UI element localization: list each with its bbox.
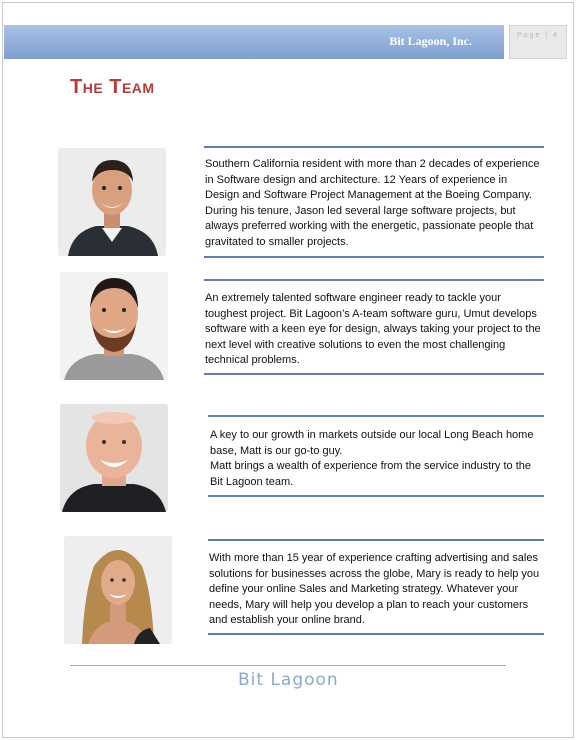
- team-member-bio-2: [204, 279, 544, 375]
- company-name: Bit Lagoon, Inc.: [389, 34, 472, 48]
- page-title: The Team: [70, 76, 155, 98]
- bio-text: With more than 15 year of experience crafting advertising and sales solutions for businesses across the globe, Mary is ready to help you define your online Sales and Marketing strategy. Whatever your needs, Mary will help you develop a plan to reach your customers and establish your online brand.: [209, 552, 540, 626]
- header-banner: [4, 25, 504, 59]
- team-member-photo-2: [60, 272, 168, 380]
- bio-text: A key to our growth in markets outside our local Long Beach home base, Matt is our go-to guy.: [210, 429, 534, 457]
- portrait-mary: [64, 536, 172, 644]
- team-member-photo-4: [64, 536, 172, 644]
- page-number-box: [509, 25, 567, 59]
- team-member-bio-1: [204, 146, 544, 258]
- page-number: Page | 4: [517, 32, 559, 39]
- bio-text: Southern California resident with more than 2 decades of experience in Software design and architecture. 12 Years of experience in Design and Software Project Management at the Boeing Company. During his tenure, Jason led several large software projects, but always preferred working with the energetic, passionate people that gravitated to smaller projects.: [205, 158, 540, 248]
- portrait-jason: [58, 148, 166, 256]
- team-member-bio-3: [208, 415, 544, 497]
- bio-text: Matt brings a wealth of experience from the service industry to the Bit Lagoon team.: [210, 460, 531, 488]
- team-member-bio-4: [208, 539, 544, 635]
- team-member-photo-3: [60, 404, 168, 512]
- team-member-photo-1: [58, 148, 166, 256]
- footer-logo: Bit Lagoon: [238, 670, 339, 690]
- bio-text: An extremely talented software engineer ready to tackle your toughest project. Bit Lagoon’s A-team software guru, Umut develops software with a keen eye for design, always taking your project to the next level with creative solutions to even the most challenging technical problems.: [205, 292, 541, 366]
- portrait-umut: [60, 272, 168, 380]
- footer-divider: [70, 665, 506, 666]
- portrait-matt: [60, 404, 168, 512]
